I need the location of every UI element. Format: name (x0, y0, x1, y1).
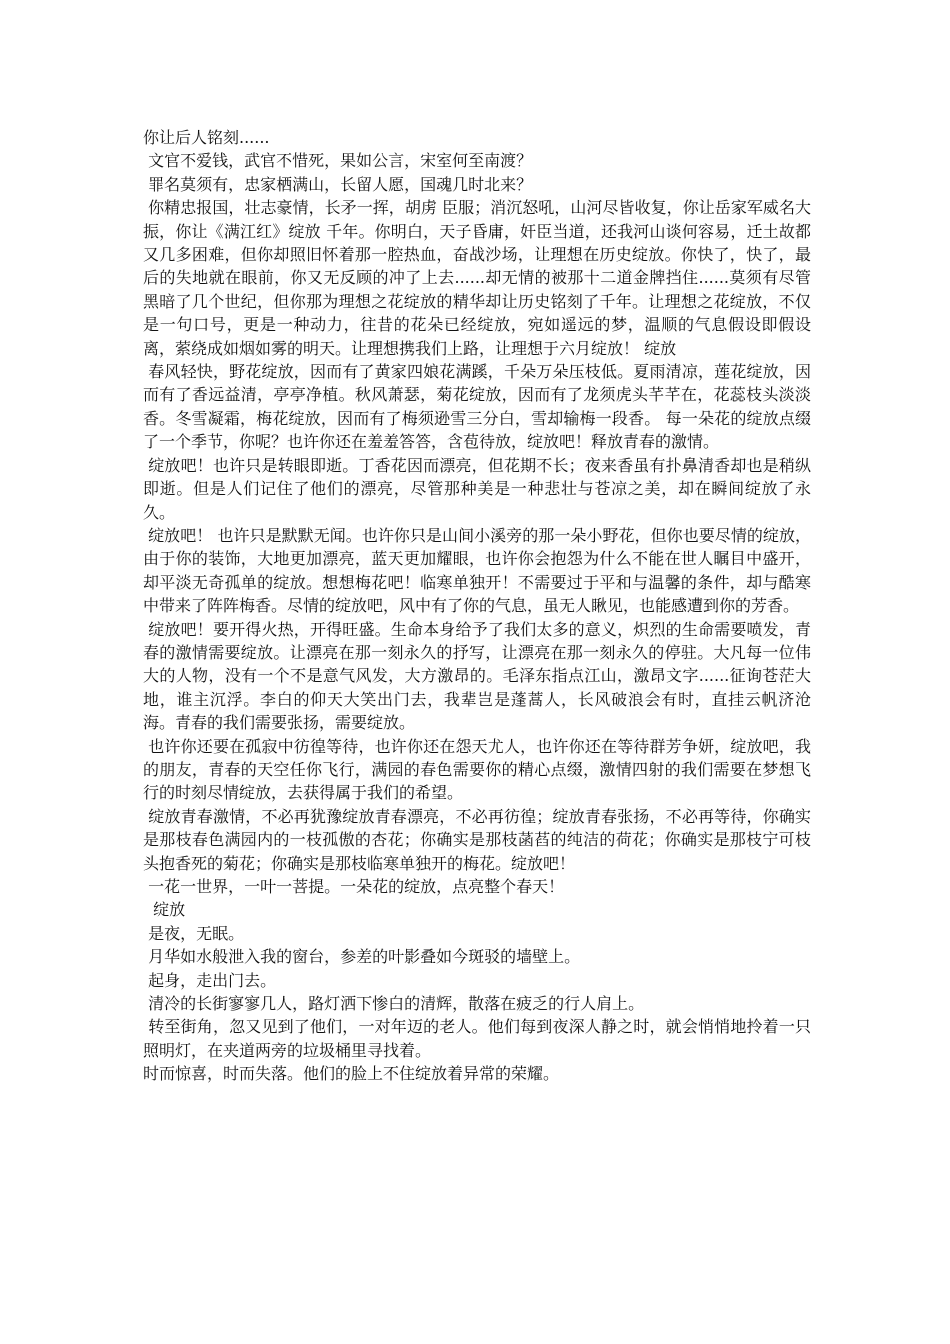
paragraph: 转至街角，忽又见到了他们，一对年迈的老人。他们每到夜深人静之时，就会悄悄地拎着一只照明灯，在夹道两旁的垃圾桶里寻找着。 (143, 1017, 811, 1060)
paragraph: 月华如水般泄入我的窗台，参差的叶影叠如今斑驳的墙壁上。 (143, 947, 581, 967)
paragraph: 你让后人铭刻...... (143, 128, 270, 147)
paragraph: 你精忠报国，壮志豪情，长矛一挥，胡虏 臣服；消沉怒吼，山河尽皆收复，你让岳家军威名大振，你让《满江红》绽放 千年。你明白，天子昏庸，奸臣当道，还我河山谈何容易，迁土故都又几多困难，但你却照旧怀着那一腔热血，奋战沙场，让理想在历史绽放。你快了，快了，最后的失地就在眼前，你又无反顾的冲了上去......却无情的被那十二道金牌挡住......莫须有尽管黑暗了几个世纪，但你那为理想之花绽放的精华却让历史铭刻了千年。让理想之花绽放，不仅是一句口号，更是一种动力，往昔的花朵已经绽放，宛如遥远的梦，温顺的气息假设即假设离，萦绕成如烟如雾的明天。让理想携我们上路，让理想于六月绽放！ 绽放 (143, 198, 811, 358)
paragraph: 绽放吧！要开得火热，开得旺盛。生命本身给予了我们太多的意义，炽烈的生命需要喷发，青春的激情需要绽放。让漂亮在那一刻永久的抒写，让漂亮在那一刻永久的停驻。大凡每一位伟大的人物，没有一个不是意气风发，大方激昂的。毛泽东指点江山，激昂文字......征询苍茫大地，谁主沉浮。李白的仰天大笑出门去，我辈岂是蓬蒿人，长风破浪会有时，直挂云帆济沧海。青春的我们需要张扬，需要绽放。 (143, 619, 811, 733)
paragraph-heading: 绽放 (143, 900, 186, 920)
paragraph: 清冷的长街寥寥几人，路灯洒下惨白的清辉，散落在疲乏的行人肩上。 (143, 994, 645, 1014)
paragraph: 罪名莫须有，忠家栖满山，长留人愿，国魂几时北来？ (143, 174, 533, 194)
paragraph: 春风轻快，野花绽放，因而有了黄家四娘花满蹊，千朵万朵压枝低。夏雨清凉，莲花绽放，因而有了香远益清，亭亭净植。秋风萧瑟，菊花绽放，因而有了龙须虎头芊芊在，花蕊枝头淡淡香。冬雪凝霜，梅花绽放，因而有了梅须逊雪三分白，雪却输梅一段香。 每一朵花的绽放点缀了一个季节，你呢？也许你还在羞羞答答，含苞待放，绽放吧！释放青春的激情。 (143, 362, 811, 452)
paragraph: 也许你还要在孤寂中彷徨等待，也许你还在怨天尤人，也许你还在等待群芳争妍，绽放吧，我的朋友，青春的天空任你飞行，满园的春色需要你的精心点缀，激情四射的我们需要在梦想飞行的时刻尽情绽放，去获得属于我们的希望。 (143, 736, 811, 803)
paragraph: 绽放吧！ 也许只是默默无闻。也许你只是山间小溪旁的那一朵小野花，但你也要尽情的绽放，由于你的装饰，大地更加漂亮，蓝天更加耀眼，也许你会抱怨为什么不能在世人瞩目中盛开，却平淡无奇孤单的绽放。想想梅花吧！临寒单独开！不需要过于平和与温馨的条件，却与酷寒中带来了阵阵梅香。尽情的绽放吧，风中有了你的气息，虽无人瞅见，也能感遭到你的芳香。 (143, 525, 811, 616)
paragraph: 绽放吧！也许只是转眼即逝。丁香花因而漂亮，但花期不长；夜来香虽有扑鼻清香却也是稍纵即逝。但是人们记住了他们的漂亮，尽管那种美是一种悲壮与苍凉之美，却在瞬间绽放了永久。 (143, 455, 811, 522)
paragraph: 文官不爱钱，武官不惜死，果如公言，宋室何至南渡？ (143, 151, 533, 171)
document-body (143, 126, 811, 1086)
paragraph: 是夜，无眠。 (143, 923, 245, 943)
paragraph: 时而惊喜，时而失落。他们的脸上不住绽放着异常的荣耀。 (143, 1064, 560, 1084)
paragraph: 一花一世界，一叶一菩提。一朵花的绽放，点亮整个春天！ (143, 877, 565, 896)
paragraph: 绽放青春激情，不必再犹豫绽放青春漂亮，不必再彷徨；绽放青春张扬，不必再等待，你确实是那枝春色满园内的一枝孤傲的杏花；你确实是那枝菡萏的纯洁的荷花；你确实是那枝宁可枝头抱香死的菊花；你确实是那枝临寒单独开的梅花。绽放吧！ (143, 806, 811, 873)
paragraph: 起身，走出门去。 (143, 970, 277, 990)
